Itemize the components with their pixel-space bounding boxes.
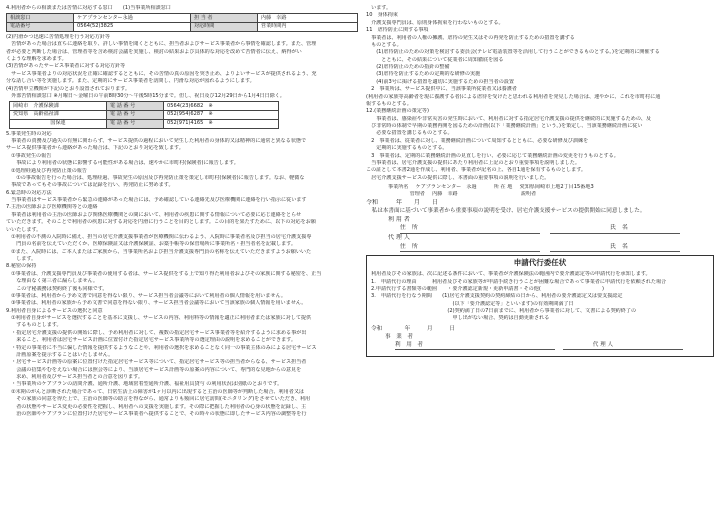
text-line: ③事業者は、利用者の家族から予め文書で同意を得ない限り、サービス担当者会議等において当該家族の個人情報を用いません。 bbox=[6, 300, 307, 307]
office-address: 愛知県岡崎市上地2丁目15番地3 bbox=[519, 184, 594, 190]
text-line: 12.(業務継続計画の策定等) bbox=[366, 108, 430, 115]
text-line: ものとする。 bbox=[366, 41, 402, 48]
signature-block bbox=[366, 216, 714, 253]
text-line: (以下「要介護認定等」といいます)の有効期間満了日 bbox=[371, 300, 574, 307]
agent-address-field[interactable] bbox=[400, 243, 540, 253]
text-line: 報するものとする。 bbox=[366, 100, 412, 107]
text-line: この証として本書2通を作成し、利用者、事業者が記名の上、各自1通を保有するものとします。 bbox=[366, 167, 587, 174]
text-line: ていただきます。そのことで利用者の疾患に対する対応を円滑に行うことを目的とします。この目的を果たすために、以下の対応をお願 bbox=[6, 219, 316, 226]
text-line: 定期的に実施するものとする。 bbox=[366, 145, 448, 152]
address-label: 住 所 bbox=[399, 224, 418, 232]
text-line: 3. 申請代行を行なう期間 (1)居宅介護支援契約の契約締結の日から、利用者の要介護認定又は要支援認定 bbox=[371, 293, 623, 300]
text-line: 事故により利用者の状態に影響する可能性がある場合は、速やかに市町村(保険者)に報告します。 bbox=[6, 160, 239, 167]
text-line: 10 身体拘束 bbox=[366, 12, 398, 19]
office-info bbox=[366, 184, 714, 199]
office-address-label: 所 在 地 bbox=[493, 184, 513, 190]
delegation-title: 申請代行委任状 bbox=[513, 258, 567, 268]
text-line: 居宅介護支援サービスの提供に際し、本書面の重要事項の説明を行いました。 bbox=[366, 174, 550, 181]
cell-label: 電話番号 bbox=[7, 23, 74, 32]
text-line: いいたします。 bbox=[6, 226, 42, 233]
manager-label: 管理者 bbox=[409, 191, 425, 198]
text-line: 介護支援専門員は、原則身体拘束を行わないものとする。 bbox=[366, 19, 504, 26]
office-label: 事業所名 bbox=[388, 184, 409, 190]
text-line: 者が必要と判断した場合は、管理者等を含め検討会議を実施し、検討の結果および具体的な対応を改めて苦情者に伝え、納得がい bbox=[6, 48, 302, 55]
address-label: 住 所 bbox=[399, 242, 418, 250]
text-line: ①利用者の不測の入院時に備え、担当の居宅介護支援事業者が医療機関に伝わるよう、入院時に事業者名及び担当の居宅介護支援専 bbox=[6, 233, 312, 240]
cell-phone: 052(971)4165 ※ bbox=[164, 119, 279, 128]
delegation-date: 令和 年 月 日 bbox=[371, 325, 455, 332]
text-line: ・特定の事業者に不当に偏した情報を提供するようなことや、利用者の選択を求めることなく同一の事業主体のみによる居宅サービス bbox=[6, 344, 317, 351]
text-line: 当事業者は、居宅介護支援の提供にあたり利用者に上記のとおり重要事項を説明しました。 bbox=[366, 159, 580, 166]
text-line: ②末期のがんと診断された場合であって、日常生活上の障害が1ヶ月以内に出現すると主治の医師等が判断した場合、利用者又は bbox=[6, 388, 305, 395]
agent-label: 代 理 人 bbox=[592, 342, 614, 349]
text-line: 分な話し合い等を実施します。また、定期的にサービス事業者を訪問し、円滑な対応が図れるようにします。 bbox=[6, 78, 255, 85]
text-line: 事故であってもその事故については記録を行い、再発防止に努めます。 bbox=[6, 182, 174, 189]
text-line: とともに、その結果について従業者に周知徹底を図る bbox=[366, 56, 504, 63]
text-line: 9.利用者自身によるサービスの選択と同意 bbox=[6, 307, 103, 314]
text-line: 外部苦情相談窓口 ※月曜日～金曜日の午前8時30分～午後5時15分まで。但し、祝日及び12月29日から1月4日日除く。 bbox=[6, 92, 285, 99]
agent-heading: 代 理 人 bbox=[388, 233, 410, 241]
text-line: 事業者の責務及び過失の有無に関わらず、サービス提供の過程において発生した利用者の身体的又は精神的に通常と異なる状態で bbox=[6, 138, 307, 145]
text-line: (1)虐待防止のための対策を検討する委員会(テレビ電話装置等を活用して行うことができるものとする。)を定期的に開催する bbox=[366, 49, 660, 56]
text-line: ②処理経過及び再発防止策の報告 bbox=[6, 167, 87, 174]
cell-value: 営業時間内 bbox=[258, 23, 358, 32]
text-line: サービス事業者よりの対応状況を正確に確認するとともに、その苦情の真の原因を突き止め、よりよいサービスが提供されるよう、充 bbox=[6, 70, 317, 77]
text-line: (2)円滑かつ迅速に苦情処理を行う対応方針等 bbox=[6, 33, 110, 40]
delegation-sign-row bbox=[371, 341, 709, 350]
text-line: 治の医師やケアプランに位置付けた居宅サービス事業者へ提供することで、その時々の状態に即したサービス内容の調整等を行 bbox=[6, 410, 307, 417]
text-line: 門員の名前を伝えていただくか、医療保険証又は介護保険証、お薬手帳等の保管場所に事業所名・担当者名を記載します。 bbox=[6, 241, 296, 248]
text-line: ①事故発生の報告 bbox=[6, 152, 52, 159]
text-line: するものとします。 bbox=[6, 322, 62, 329]
delegation-user-field[interactable] bbox=[395, 341, 555, 350]
text-line: ②また、入院時には、ご本人またはご家族から、当事業所名および担当介護支援専門員の名称を伝えていただきますようお願いいた bbox=[6, 248, 312, 255]
external-contacts-table bbox=[9, 101, 279, 128]
right-column bbox=[366, 5, 714, 505]
cell-org: 愛知県 高齢福祉課 bbox=[10, 111, 107, 120]
delegation-agent-field[interactable] bbox=[563, 341, 683, 350]
cell-value: ケアプランセンター永過 bbox=[74, 14, 191, 23]
cell-label: 相談窓口 bbox=[7, 14, 74, 23]
table-row bbox=[10, 102, 279, 111]
user-heading: 利 用 者 bbox=[388, 215, 410, 223]
text-line: 求め、利用者及びサービス担当者との合意を図ります。 bbox=[6, 374, 143, 381]
text-line: 2.申請代行する書類等の範囲 ・要介護認定新規・更新申請書・その他( ) bbox=[371, 285, 604, 292]
text-line: 者の状態やサービス変更の必要性を把握し、利用者への支援を実施します。その際に把握した利用者の心身の状態を記録し、主 bbox=[6, 403, 307, 410]
text-line: 来ること、利用者は居宅サービス計画に位置付けた指定居宅サービス事業所等の選定理由の説明を求めることができます。 bbox=[6, 337, 296, 344]
text-line: (4)前3号に掲げる措置を適切に実施するための担当者の設置 bbox=[366, 78, 514, 85]
manager-name: 内藤 幸路 bbox=[432, 191, 458, 198]
text-line: 事業者は利用者の主治の医師および関係医療機関との間において、利用者の疾患に関する情報について必要に応じ連絡をとらせ bbox=[6, 211, 302, 218]
delegation-box bbox=[366, 255, 714, 357]
body-text-left bbox=[6, 131, 358, 419]
explainer-label: 説明者 bbox=[520, 191, 537, 198]
cell-label: 電 話 番 号 bbox=[107, 119, 164, 128]
name-label: 氏 名 bbox=[609, 224, 628, 232]
text-line: 6.緊急時の対応方法 bbox=[6, 189, 52, 196]
text-line: ①事業者は、介護支援専門員及び事業者の使用する者は、サービス提供をする上で知り得た利用者およびその家族に関する秘密を、正当 bbox=[6, 270, 322, 277]
cell-value: 内藤 幸路 bbox=[258, 14, 358, 23]
manager-line bbox=[388, 191, 714, 198]
table-row bbox=[10, 119, 279, 128]
date-line: 令和 年 月 日 bbox=[366, 198, 439, 206]
cell-phone: 052(954)6287 ※ bbox=[164, 111, 279, 120]
text-line: (利用者の家族等高齢者を現に養護する者)による虐待を受けたと思われる利用者を発見した場合は、速やかに、これを市町村に通 bbox=[366, 93, 661, 100]
user-name-field[interactable] bbox=[550, 224, 680, 234]
text-line: 当事業者はサービス事業者から緊急の連絡があった場合には、予め確認している連絡先及び医療機関に連絡を行い指示に従います bbox=[6, 197, 307, 204]
table-row bbox=[7, 14, 358, 23]
text-line: 事業者は、利用者の人権の擁護、虐待の発生又はその再発を防止するための措置を講ずる bbox=[366, 34, 575, 41]
text-line: この守秘義務は契約終了後も同様です。 bbox=[6, 285, 108, 292]
section-4-heading: 4.利用者からの相談または苦情に対応する窓口 (1)当事業所相談窓口 bbox=[6, 5, 171, 11]
consultation-table bbox=[6, 13, 358, 32]
text-line: 3 事業者は、定期的に業務継続計画の見直しを行い、必要に応じて業務継続計画の変更を行うものとする。 bbox=[366, 152, 619, 159]
cell-phone: 0564(23)6682 ※ bbox=[164, 102, 279, 111]
text-line: ①の事故報告を行った場合は、処理経過、事故発生の原因及び再発防止策を策定し市町村(保険者)に報告します。なお、軽微な bbox=[6, 174, 305, 181]
name-label: 氏 名 bbox=[609, 242, 628, 250]
text-line: な理由なく第三者に漏らしません。 bbox=[6, 278, 98, 285]
cell-org: 岡崎市 介護保険課 bbox=[10, 102, 107, 111]
text-line: 必要な措置を講じるものとする。 bbox=[366, 130, 453, 137]
text-line: 利用者及びその家族は、次に記述る条件において、事業者が介護保険法の範囲内で要介護認定等の申請代行を承知します。 bbox=[371, 271, 651, 278]
text-line: ②事業者は、利用者から予め文書で同意を得ない限り、サービス担当者会議等において利用者の個人情報を用いません。 bbox=[6, 292, 286, 299]
text-line: 7.主治の医師および医療機関等との連絡 bbox=[6, 204, 98, 211]
complaint-policy-text bbox=[6, 34, 358, 100]
table-row bbox=[7, 23, 358, 32]
cell-label: 電 話 番 号 bbox=[107, 102, 164, 111]
user-sign-row bbox=[388, 224, 714, 234]
text-line: ・指定居宅介護支援の提供の開始に際し、予め利用者に対して、複数の指定居宅サービス事業者等を紹介するように求める事が出 bbox=[6, 329, 307, 336]
text-line: び非常時の体制で早期の業務再開を図るための計画(以下「業務継続計画」という。)を策定し、当該業務継続計画に従い bbox=[366, 123, 643, 129]
text-line: 5.事業発生時の対応 bbox=[6, 130, 52, 137]
left-column bbox=[6, 5, 358, 505]
consent-statement: 私は本書面に基づいて事業者から重要事項の説明を受け、居宅介護支援サービスの提供開始に同意しました。 bbox=[366, 208, 646, 215]
text-line: 会議の招集やむをえない場合には照会等により、当該居宅サービス計画等の原案の内容について、専門的な見地からの意見を bbox=[6, 366, 302, 373]
text-line: (4)苦情申立機関が下記のとおり設置されております。 bbox=[6, 85, 130, 92]
cell-org: 国保連 bbox=[10, 119, 107, 128]
text-line: ・当事業所のケアプランの訪問介護、通所介護、地域密着型通所介護、福祉用具貸与 の利用状況は別紙のとおりです。 bbox=[6, 381, 283, 388]
body-text-right bbox=[366, 5, 714, 182]
text-line: 1. 申請代行の理由 利用者及びその家族等が申請手続き行うことが困難な場合であって事業者に申請代行を依頼された場合 bbox=[371, 278, 667, 285]
text-line: 8.秘密の保持 bbox=[6, 263, 37, 270]
text-line: 11 虐待防止に関する事項 bbox=[366, 27, 429, 34]
text-line: (2)虐待防止のための指針の整備 bbox=[366, 64, 450, 70]
text-line: その家族の同意を得た上で、主治の医師等の助言を得ながら、通常よりも頻回に居宅訪問(モニタリング)をさせていただき、利用 bbox=[6, 396, 311, 403]
user-address-field[interactable] bbox=[400, 224, 540, 234]
text-line: 計画原案を提示することはいたしません。 bbox=[6, 351, 114, 358]
cell-label: 電 話 番 号 bbox=[107, 111, 164, 120]
office-line bbox=[388, 184, 714, 191]
agent-name-field[interactable] bbox=[550, 243, 680, 253]
cell-label: 担 当 者 bbox=[191, 14, 258, 23]
cell-value: 0564(52)3825 bbox=[74, 23, 191, 32]
delegation-business: 事 業 者 bbox=[385, 333, 413, 340]
text-line: 苦情があった場合は直ちに連絡を取り、詳しい事情を聞くとともに、担当者およびサービス事業者から事情を確認します。また、管理 bbox=[6, 41, 317, 48]
text-line: 2 事業所は、サービス提供中に、当該事業所従業者又は養護者 bbox=[366, 86, 517, 93]
text-line: サービス提供事業者から連絡があった場合は、下記のとおり対応を致します。 bbox=[6, 145, 184, 152]
text-line: 事業者は、感染症や非常災害の発生時において、利用者に対する指定居宅介護支援の提供を継続的に実施するための、及 bbox=[366, 115, 651, 122]
text-line: します。 bbox=[6, 256, 37, 263]
text-line: 2 事業者は、従業者に対し、業務継続計画について周知するとともに、必要な研修及び訓練を bbox=[366, 137, 589, 144]
office-name: ケアプランセンター 永過 bbox=[415, 184, 477, 190]
text-line: くような理解を求めます。 bbox=[6, 56, 67, 63]
text-line: 申し出がない場合、契約は自動更新される bbox=[371, 315, 550, 322]
text-line: ・居宅サービス計画等の原案に位置付けた指定居宅サービス等について、指定居宅サービス等の担当者からなる、サービス担当者 bbox=[6, 359, 307, 366]
user-label: 利 用 者 bbox=[395, 342, 423, 349]
text-line: (2)契約満了日の7日前までに、利用者から事業者に対して、文書による契約終了の bbox=[371, 308, 637, 315]
text-line: (3)虐待を防止するための定期的な研修の実施 bbox=[366, 71, 481, 78]
text-line: います。 bbox=[366, 5, 392, 11]
table-row bbox=[10, 111, 279, 120]
cell-label: 対応時間 bbox=[191, 23, 258, 32]
text-line: (3)苦情があったサービス事業者に対する対応方針等 bbox=[6, 63, 126, 70]
text-line: ①利用者自身がサービスを選択することを基本に支援し、サービスの内容、利用料等の情報を適正に利用者または家族に対して提供 bbox=[6, 315, 312, 322]
agent-sign-row bbox=[388, 243, 714, 253]
